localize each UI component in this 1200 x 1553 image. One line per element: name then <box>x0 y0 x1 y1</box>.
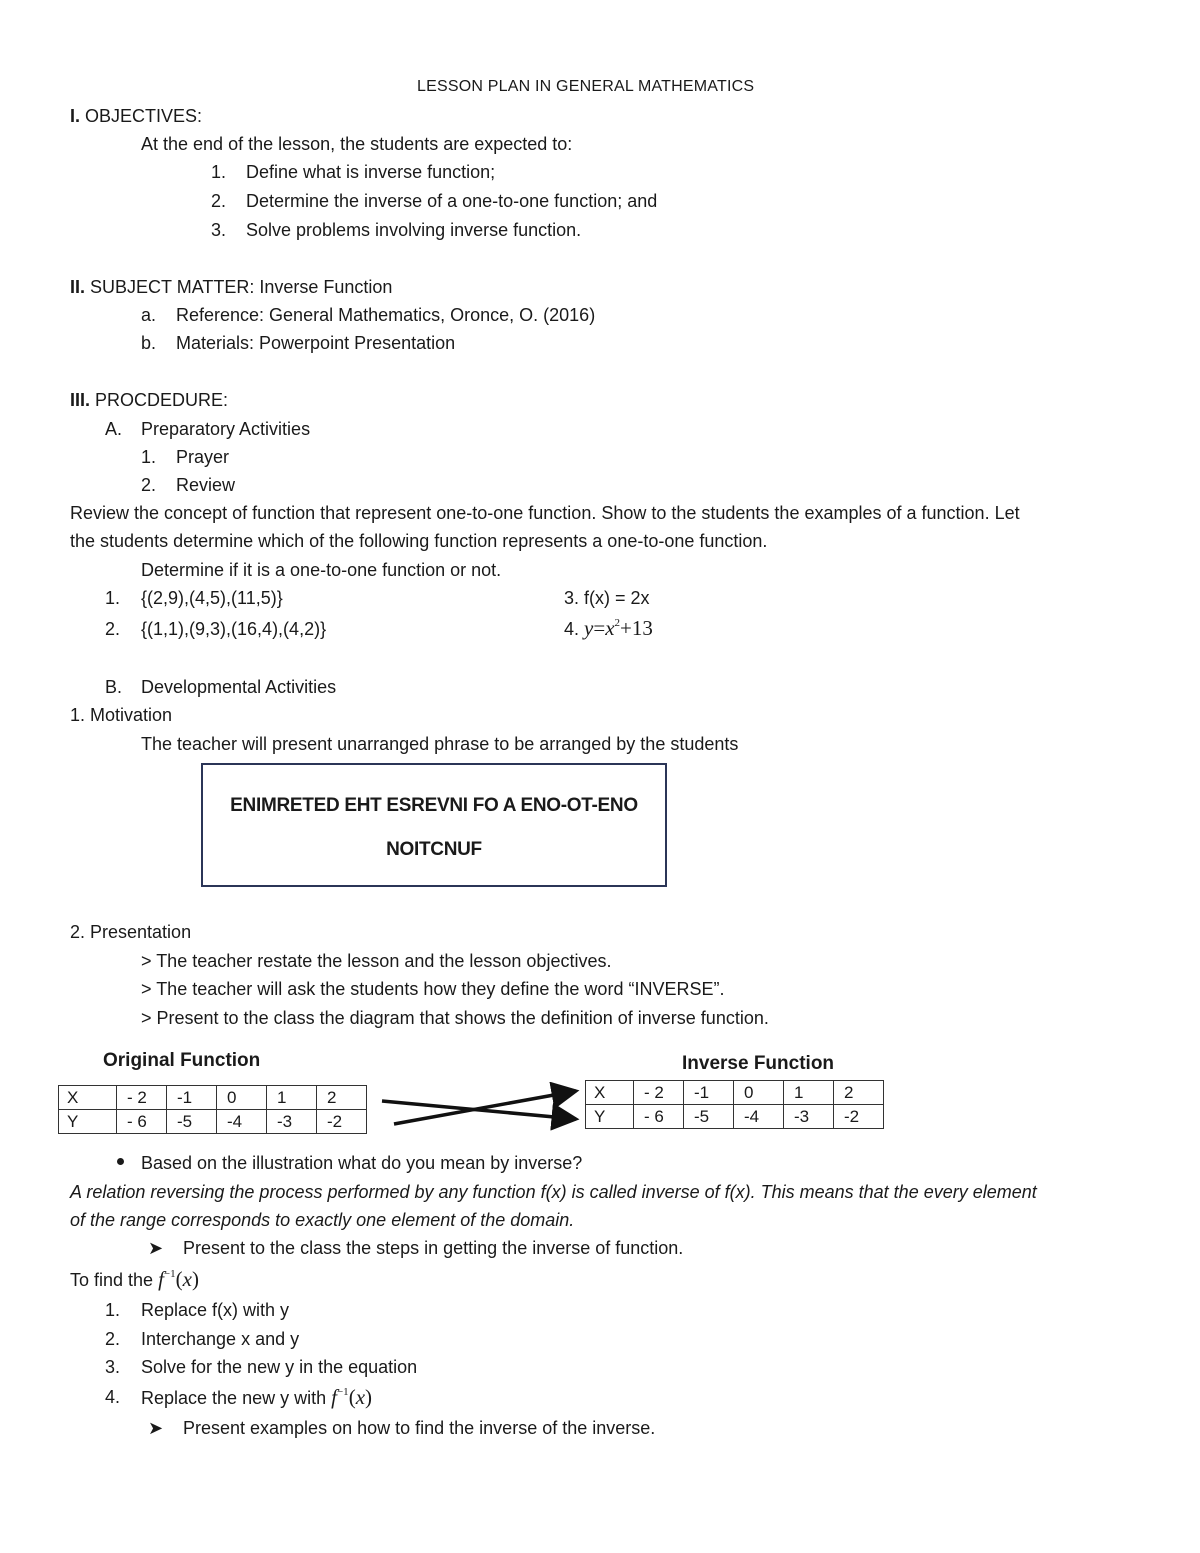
objective-item-num: 1. <box>211 162 227 182</box>
original-function-title: Original Function <box>103 1050 261 1071</box>
table-cell: 0 <box>217 1086 267 1110</box>
example-num: 1. <box>105 588 121 608</box>
inverse-definition-line1: A relation reversing the process performed by any function f(x) is called inverse of f(x). This means that the every element <box>70 1182 1037 1202</box>
example-num: 3. <box>564 588 580 608</box>
section-b-title: Developmental Activities <box>141 677 337 697</box>
table-cell: -2 <box>834 1105 884 1129</box>
subject-item-materials: Materials: Powerpoint Presentation <box>176 333 456 353</box>
review-text-line1: Review the concept of function that represent one-to-one function. Show to the students the examples of a function. Let <box>70 503 1020 523</box>
table-cell: -2 <box>317 1110 367 1134</box>
table-cell: 2 <box>317 1086 367 1110</box>
table-cell: -1 <box>167 1086 217 1110</box>
subject-matter-heading-text: SUBJECT MATTER: Inverse Function <box>90 277 393 297</box>
presentation-heading: 2. Presentation <box>70 922 192 942</box>
inverse-definition-line2: of the range corresponds to exactly one element of the domain. <box>70 1210 575 1230</box>
crossing-arrows-icon <box>376 1082 588 1132</box>
table-cell: X <box>586 1081 634 1105</box>
scrambled-phrase-line2: NOITCNUF <box>386 839 482 860</box>
review-text-line2: the students determine which of the following function represents a one-to-one function. <box>70 531 768 551</box>
subject-item-letter: a. <box>141 305 157 325</box>
scrambled-phrase-line1: ENIMRETED EHT ESREVNI FO A ENO-OT-ENO <box>230 795 638 816</box>
inverse-function-title: Inverse Function <box>682 1053 835 1074</box>
table-cell: -1 <box>684 1081 734 1105</box>
scrambled-phrase-box <box>201 763 667 887</box>
example-4 <box>564 617 653 640</box>
section-a-item-prayer: Prayer <box>176 447 230 467</box>
objective-item-num: 3. <box>211 220 227 240</box>
step-num: 4. <box>105 1387 121 1407</box>
objective-item-num: 2. <box>211 191 227 211</box>
objective-item-text: Determine the inverse of a one-to-one function; and <box>246 191 658 211</box>
table-row <box>586 1105 884 1129</box>
section-a-item-num: 2. <box>141 475 157 495</box>
example-equation: $y=x^2+13$ <box>584 616 653 640</box>
table-cell: X <box>59 1086 117 1110</box>
table-cell: 2 <box>834 1081 884 1105</box>
procedure-heading-text: PROCDEDURE: <box>95 390 229 410</box>
table-cell: Y <box>59 1110 117 1134</box>
table-cell: -4 <box>217 1110 267 1134</box>
table-row <box>586 1081 884 1105</box>
example-3 <box>564 587 650 609</box>
subject-matter-heading-num: II. <box>70 277 86 297</box>
table-cell: - 6 <box>634 1105 684 1129</box>
table-cell: - 6 <box>117 1110 167 1134</box>
arrow-bullet-icon: ➤ <box>148 1418 164 1438</box>
objective-item-text: Solve problems involving inverse function. <box>246 220 582 240</box>
procedure-heading-num: III. <box>70 390 91 410</box>
determine-instruction: Determine if it is a one-to-one function or not. <box>141 560 502 580</box>
step-num: 1. <box>105 1300 121 1320</box>
section-a-item-review: Review <box>176 475 236 495</box>
presentation-item: > The teacher will ask the students how they define the word “INVERSE”. <box>141 979 725 999</box>
presentation-item: > The teacher restate the lesson and the lesson objectives. <box>141 951 612 971</box>
to-find-text: To find the <box>70 1270 154 1290</box>
subject-matter-heading <box>70 276 392 298</box>
examples-intro: Present examples on how to find the inverse of the inverse. <box>183 1418 656 1438</box>
table-cell: 1 <box>784 1081 834 1105</box>
section-a-letter: A. <box>105 419 123 439</box>
objective-item-text: Define what is inverse function; <box>246 162 496 182</box>
objectives-intro: At the end of the lesson, the students are expected to: <box>141 134 573 154</box>
table-cell: -3 <box>267 1110 317 1134</box>
table-row <box>59 1110 367 1134</box>
step-text: Interchange x and y <box>141 1329 300 1349</box>
presentation-item: > Present to the class the diagram that shows the definition of inverse function. <box>141 1008 769 1028</box>
objectives-heading <box>70 105 202 127</box>
objectives-heading-text: OBJECTIVES: <box>85 106 203 126</box>
arrow-bullet-icon: ➤ <box>148 1238 164 1258</box>
procedure-heading <box>70 389 228 411</box>
section-a-item-num: 1. <box>141 447 157 467</box>
table-cell: Y <box>586 1105 634 1129</box>
step-num: 3. <box>105 1357 121 1377</box>
steps-intro: Present to the class the steps in getting the inverse of function. <box>183 1238 684 1258</box>
step-4 <box>141 1386 372 1409</box>
table-cell: 0 <box>734 1081 784 1105</box>
subject-item-letter: b. <box>141 333 157 353</box>
to-find-line <box>70 1268 199 1291</box>
table-cell: 1 <box>267 1086 317 1110</box>
example-num: 2. <box>105 619 121 639</box>
section-a-title: Preparatory Activities <box>141 419 311 439</box>
section-b-letter: B. <box>105 677 123 697</box>
example-function: f(x) = 2x <box>584 588 650 608</box>
example-num: 4. <box>564 619 580 639</box>
example-set-2: {(1,1),(9,3),(16,4),(4,2)} <box>141 619 327 639</box>
motivation-heading: 1. Motivation <box>70 705 173 725</box>
table-cell: - 2 <box>117 1086 167 1110</box>
step-text: Replace f(x) with y <box>141 1300 290 1320</box>
table-row <box>59 1086 367 1110</box>
inverse-question: Based on the illustration what do you mean by inverse? <box>141 1153 583 1173</box>
table-cell: -3 <box>784 1105 834 1129</box>
table-cell: -5 <box>167 1110 217 1134</box>
inverse-notation: $f^{-1}(x)$ <box>331 1385 373 1409</box>
table-cell: - 2 <box>634 1081 684 1105</box>
step-text: Replace the new y with <box>141 1388 327 1408</box>
step-text: Solve for the new y in the equation <box>141 1357 418 1377</box>
example-set-1: {(2,9),(4,5),(11,5)} <box>141 588 283 608</box>
subject-item-reference: Reference: General Mathematics, Oronce, O. (2016) <box>176 305 596 325</box>
table-cell: -5 <box>684 1105 734 1129</box>
inverse-notation: $f^{-1}(x)$ <box>158 1267 199 1291</box>
motivation-text: The teacher will present unarranged phrase to be arranged by the students <box>141 734 739 754</box>
original-function-table <box>58 1085 367 1134</box>
inverse-function-table <box>585 1080 884 1129</box>
table-cell: -4 <box>734 1105 784 1129</box>
objectives-heading-num: I. <box>70 106 81 126</box>
bullet-icon <box>117 1158 124 1165</box>
step-num: 2. <box>105 1329 121 1349</box>
page-title: LESSON PLAN IN GENERAL MATHEMATICS <box>417 78 755 95</box>
